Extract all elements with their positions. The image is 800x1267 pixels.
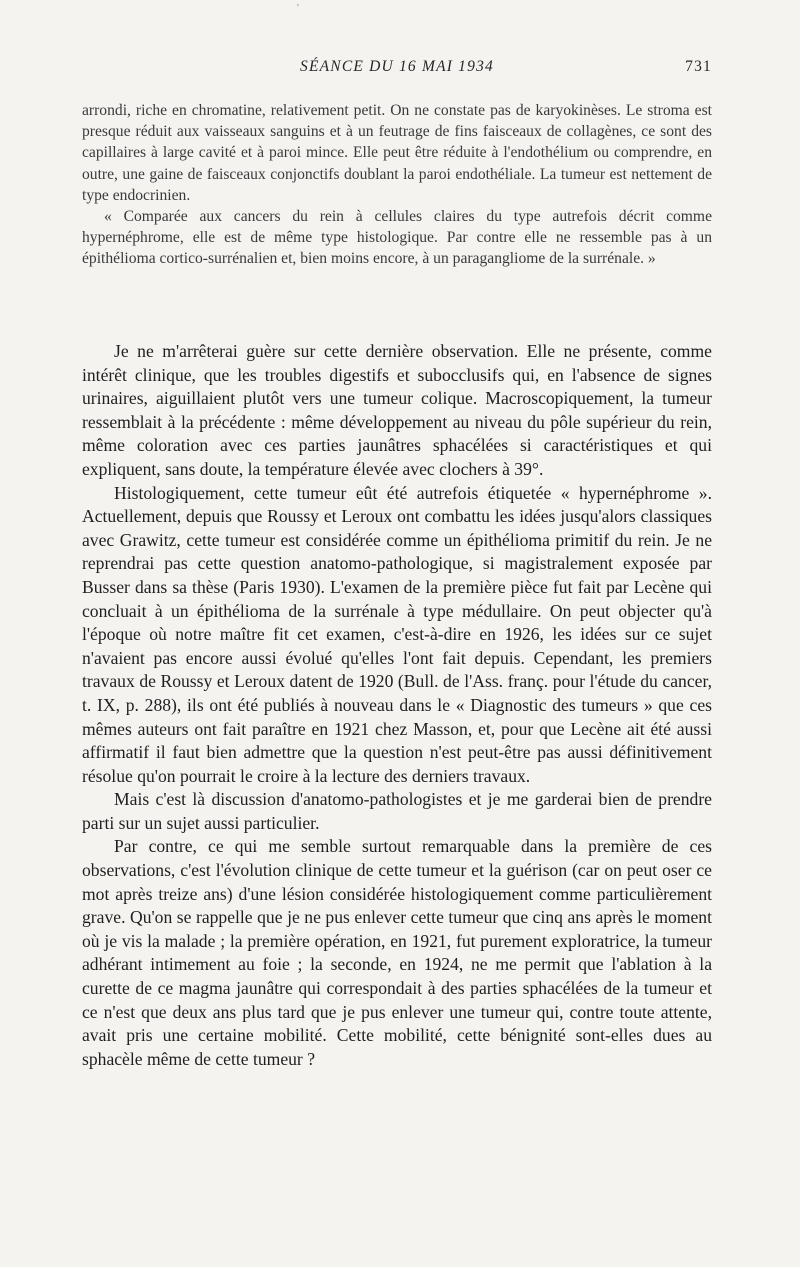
page-number: 731 [685,58,712,75]
body-paragraph: Je ne m'arrêterai guère sur cette dernière observation. Elle ne présente, comme intérêt clinique, que les troubles digestifs et subocclusifs qui, en l'absence de signes urinaires, aiguillaient plutôt vers une tumeur colique. Macroscopiquement, la tumeur ressemblait à la précédente : même développement au niveau du pôle supérieur du rein, même coloration avec ces parties jaunâtres sphacélées si caractéristiques et qui expliquent, sans doute, la température élevée avec clochers à 39°. [82,341,712,479]
body-paragraph: Mais c'est là discussion d'anatomo-pathologistes et je me garderai bien de prendre parti sur un sujet aussi particulier. [82,789,712,833]
print-mark: ʼ [296,2,300,14]
body-paragraph: Histologiquement, cette tumeur eût été autrefois étiquetée « hypernéphrome ». Actuellement, depuis que Roussy et Leroux ont combattu les idées jusqu'alors classiques avec Grawitz, cette tumeur est considérée comme un épithélioma primitif du rein. Je ne reprendrai pas cette question anatomo-pathologique, si magistralement exposée par Busser dans sa thèse (Paris 1930). L'examen de la première pièce fut fait par Lecène qui concluait à un épithélioma de la surrénale à type médullaire. On peut objecter qu'à l'époque où notre maître fit cet examen, c'est-à-dire en 1926, les idées sur ce sujet n'avaient pas encore aussi évolué qu'elles l'ont fait depuis. Cependant, les premiers travaux de Roussy et Leroux datent de 1920 (Bull. de l'Ass. franç. pour l'étude du cancer, t. IX, p. 288), ils ont été publiés à nouveau dans le « Diagnostic des tumeurs » que ces mêmes auteurs ont fait paraître en 1921 chez Masson, et, pour que Lecène ait été aussi affirmatif il faut bien admettre que la question n'est peut-être pas aussi définitivement résolue qu'on pourrait le croire à la lecture des derniers travaux. [82,482,712,786]
body-paragraph: Par contre, ce qui me semble surtout remarquable dans la première de ces observations, c'est l'évolution clinique de cette tumeur et la guérison (car on peut oser ce mot après treize ans) d'une lésion considérée histologiquement comme particulièrement grave. Qu'on se rappelle que je ne pus enlever cette tumeur que cinq ans après le moment où je vis la malade ; la première opération, en 1921, fut purement exploratrice, la tumeur adhérant intimement au foie ; la seconde, en 1924, ne me permit que l'ablation à la curette de ce magma jaunâtre qui correspondait à des parties sphacélées de la tumeur et ce n'est que deux ans plus tard que je pus enlever une tumeur qui, contre toute attente, avait pris une certaine mobilité. Cette mobilité, cette bénignité sont-elles dues au sphacèle même de cette tumeur ? [82,836,712,1069]
quote-paragraph: « Comparée aux cancers du rein à cellules claires du type autrefois décrit comme hypernéphrome, elle est de même type histologique. Par contre elle ne ressemble pas à un épithélioma cortico-surrénalien et, bien moins encore, à un paragangliome de la surrénale. » [82,208,712,268]
quote-paragraph: arrondi, riche en chromatine, relativement petit. On ne constate pas de karyokinèses. Le stroma est presque réduit aux vaisseaux sanguins et à un feutrage de fins faisceaux de collagènes, ce sont des capillaires à large cavité et à paroi mince. Elle peut être réduite à l'endothélium ou comprendre, en outre, une gaine de faisceaux conjonctifs doublant la paroi endothéliale. La tumeur est nettement de type endocrinien. [82,102,712,204]
quoted-report [82,100,712,270]
running-header [82,58,712,82]
main-text [82,340,712,1071]
header-title: SÉANCE DU 16 MAI 1934 [300,58,494,75]
